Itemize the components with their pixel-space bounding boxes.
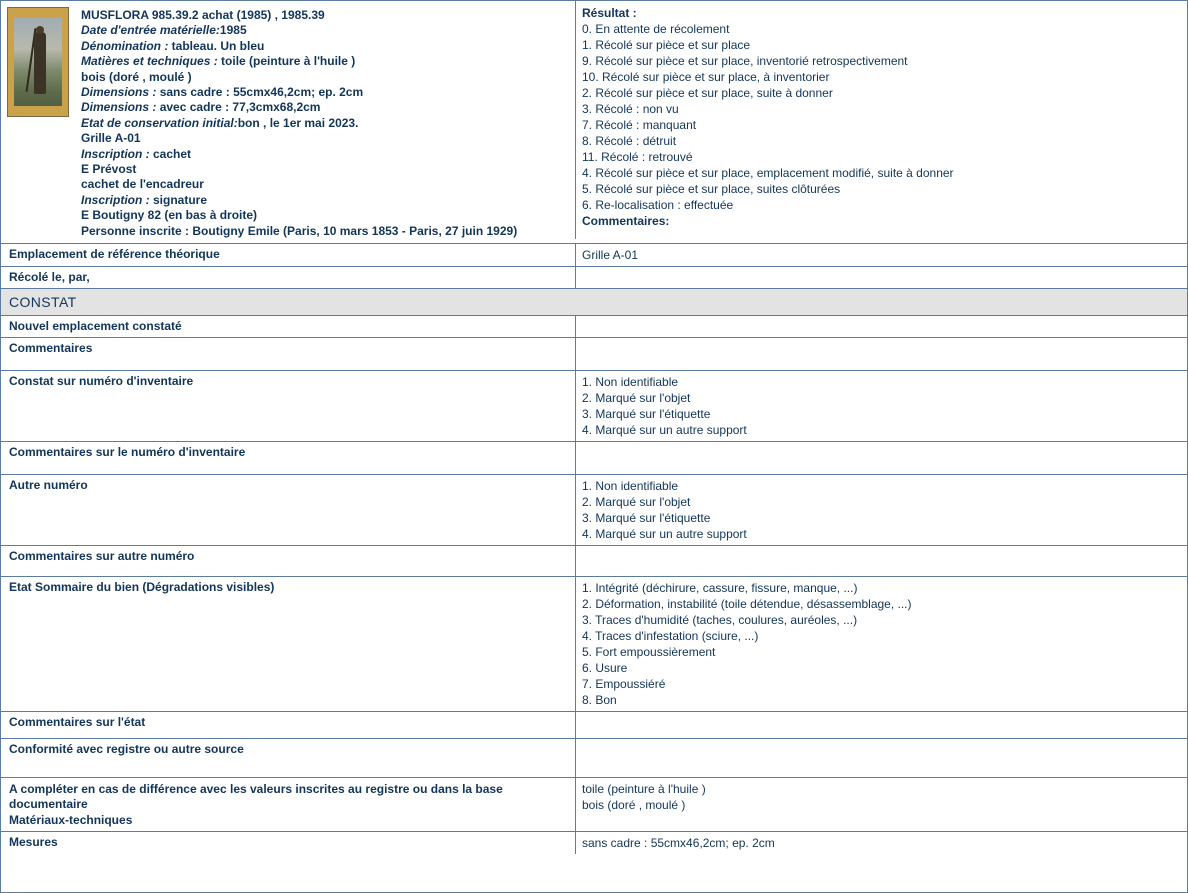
resultat-option[interactable]: 9. Récolé sur pièce et sur place, inventorié retrospectivement	[582, 54, 908, 68]
etat-sommaire-option[interactable]: 8. Bon	[582, 693, 617, 708]
field-value: toile (peinture à l'huile )	[217, 54, 356, 69]
autre-numero-option[interactable]: 2. Marqué sur l'objet	[582, 495, 691, 510]
record-line	[81, 54, 517, 69]
field-value: signature	[149, 192, 208, 207]
mesures-label: Mesures	[9, 835, 58, 850]
field-value: 1985	[219, 23, 247, 38]
commentaires-input[interactable]	[575, 338, 1187, 370]
row-commentaires-autre-numero	[1, 545, 1187, 576]
field-label: Inscription :	[81, 146, 150, 161]
record-line	[81, 116, 517, 131]
recole-le-par-value[interactable]	[575, 267, 1187, 288]
etat-sommaire-options[interactable]	[575, 577, 1187, 711]
row-emplacement-reference	[1, 243, 1187, 266]
commentaires-etat-input[interactable]	[575, 712, 1187, 738]
emplacement-reference-value[interactable]: Grille A-01	[575, 244, 1187, 266]
row-commentaires-numero-inventaire	[1, 441, 1187, 474]
commentaires-label: Commentaires	[9, 341, 93, 356]
materiaux-techniques-label: Matériaux-techniques	[9, 813, 133, 828]
field-value: bois (doré , moulé )	[81, 69, 192, 84]
constat-numero-option[interactable]: 1. Non identifiable	[582, 375, 679, 390]
resultat-option[interactable]: 6. Re-localisation : effectuée	[582, 198, 734, 212]
constat-numero-option[interactable]: 2. Marqué sur l'objet	[582, 391, 691, 406]
field-value: Personne inscrite : Boutigny Emile (Paris, 10 mars 1853 - Paris, 27 juin 1929)	[81, 223, 518, 238]
materiaux-label-block	[1, 778, 575, 831]
etat-sommaire-option[interactable]: 4. Traces d'infestation (sciure, ...)	[582, 629, 759, 644]
field-label: Dénomination :	[81, 38, 169, 53]
etat-sommaire-option[interactable]: 5. Fort empoussièrement	[582, 645, 716, 660]
field-label: Matières et techniques :	[81, 54, 218, 69]
etat-sommaire-option[interactable]: 3. Traces d'humidité (taches, coulures, auréoles, ...)	[582, 613, 858, 628]
field-value: Grille A-01	[81, 131, 141, 146]
materiaux-techniques-values[interactable]	[575, 778, 1187, 831]
field-value: E Boutigny 82 (en bas à droite)	[81, 208, 258, 223]
recole-le-par-label: Récolé le, par,	[9, 270, 90, 285]
field-value: tableau. Un bleu	[168, 38, 265, 53]
row-commentaires	[1, 337, 1187, 370]
record-line	[81, 208, 517, 223]
field-label: Dimensions :	[81, 85, 157, 100]
constat-numero-option[interactable]: 3. Marqué sur l'étiquette	[582, 407, 711, 422]
record-text-block	[81, 7, 517, 239]
record-line	[81, 39, 517, 54]
record-title-id: MUSFLORA 985.39.2	[81, 8, 199, 22]
field-label: Etat de conservation initial:	[81, 115, 238, 130]
commentaires-etat-label: Commentaires sur l'état	[9, 715, 146, 730]
autre-numero-option[interactable]: 3. Marqué sur l'étiquette	[582, 511, 711, 526]
record-summary	[1, 1, 575, 243]
record-line	[81, 162, 517, 177]
etat-sommaire-label: Etat Sommaire du bien (Dégradations visibles)	[9, 580, 275, 595]
record-line	[81, 131, 517, 146]
note-difference: A compléter en cas de différence avec les valeurs inscrites au registre ou dans la base documentaire	[9, 782, 503, 812]
conformite-label: Conformité avec registre ou autre source	[9, 742, 244, 757]
commentaires-numero-inventaire-input[interactable]	[575, 442, 1187, 474]
commentaires-autre-numero-input[interactable]	[575, 546, 1187, 576]
record-line	[81, 177, 517, 192]
autre-numero-options[interactable]	[575, 475, 1187, 545]
resultat-option[interactable]: 3. Récolé : non vu	[582, 102, 679, 116]
resultat-option[interactable]: 7. Récolé : manquant	[582, 118, 697, 132]
conformite-input[interactable]	[575, 739, 1187, 777]
record-line	[81, 224, 517, 239]
etat-sommaire-option[interactable]: 7. Empoussiéré	[582, 677, 666, 692]
autre-numero-option[interactable]: 4. Marqué sur un autre support	[582, 527, 747, 542]
record-header-row	[1, 1, 1187, 243]
constat-numero-option[interactable]: 4. Marqué sur un autre support	[582, 423, 747, 438]
resultat-title: Résultat :	[582, 6, 637, 20]
artwork-thumbnail	[7, 7, 69, 117]
row-constat-numero-inventaire	[1, 370, 1187, 441]
field-label: Dimensions :	[81, 100, 157, 115]
section-header-constat: CONSTAT	[1, 288, 1187, 316]
row-etat-sommaire	[1, 576, 1187, 711]
nouvel-emplacement-label: Nouvel emplacement constaté	[9, 319, 182, 334]
record-line	[81, 100, 517, 115]
record-title-rest: achat (1985) , 1985.39	[201, 8, 325, 22]
record-line	[81, 23, 517, 38]
resultat-option[interactable]: 1. Récolé sur pièce et sur place	[582, 38, 751, 52]
record-line	[81, 85, 517, 100]
field-value: cachet	[149, 146, 192, 161]
etat-sommaire-option[interactable]: 6. Usure	[582, 661, 628, 676]
commentaires-autre-numero-label: Commentaires sur autre numéro	[9, 549, 195, 564]
autre-numero-option[interactable]: 1. Non identifiable	[582, 479, 679, 494]
resultat-options[interactable]	[582, 21, 1187, 213]
constat-numero-inventaire-label: Constat sur numéro d'inventaire	[9, 374, 194, 389]
resultat-option[interactable]: 5. Récolé sur pièce et sur place, suites clôturées	[582, 182, 841, 196]
row-conformite	[1, 738, 1187, 777]
field-value: E Prévost	[81, 162, 137, 177]
record-line	[81, 147, 517, 162]
resultat-option[interactable]: 0. En attente de récolement	[582, 22, 730, 36]
autre-numero-label: Autre numéro	[9, 478, 88, 493]
commentaires-numero-inventaire-label: Commentaires sur le numéro d'inventaire	[9, 445, 246, 460]
record-line	[81, 193, 517, 208]
field-label: Inscription :	[81, 192, 150, 207]
field-value: avec cadre : 77,3cmx68,2cm	[156, 100, 321, 115]
row-autre-numero	[1, 474, 1187, 545]
row-commentaires-etat	[1, 711, 1187, 738]
resultat-option[interactable]: 10. Récolé sur pièce et sur place, à inventorier	[582, 70, 830, 84]
field-label: Date d'entrée matérielle:	[81, 23, 220, 38]
materiaux-value: toile (peinture à l'huile )	[582, 782, 706, 797]
resultat-panel	[575, 1, 1187, 239]
constat-numero-inventaire-options[interactable]	[575, 371, 1187, 441]
resultat-option[interactable]: 11. Récolé : retrouvé	[582, 150, 693, 164]
emplacement-reference-label: Emplacement de référence théorique	[9, 247, 220, 262]
record-title	[81, 8, 517, 23]
row-mesures	[1, 831, 1187, 854]
mesures-value: sans cadre : 55cmx46,2cm; ep. 2cm	[582, 836, 775, 851]
field-value: cachet de l'encadreur	[81, 177, 204, 192]
row-recole-le-par	[1, 266, 1187, 288]
mesures-values[interactable]	[575, 832, 1187, 854]
resultat-option[interactable]: 8. Récolé : détruit	[582, 134, 677, 148]
materiaux-value: bois (doré , moulé )	[582, 798, 686, 813]
resultat-option[interactable]: 4. Récolé sur pièce et sur place, emplacement modifié, suite à donner	[582, 166, 954, 180]
field-value: sans cadre : 55cmx46,2cm; ep. 2cm	[156, 85, 364, 100]
field-value: bon , le 1er mai 2023.	[237, 115, 359, 130]
row-materiaux-techniques	[1, 777, 1187, 831]
nouvel-emplacement-input[interactable]	[575, 316, 1187, 337]
row-nouvel-emplacement	[1, 316, 1187, 337]
resultat-option[interactable]: 2. Récolé sur pièce et sur place, suite à donner	[582, 86, 833, 100]
etat-sommaire-option[interactable]: 1. Intégrité (déchirure, cassure, fissure, manque, ...)	[582, 581, 858, 596]
etat-sommaire-option[interactable]: 2. Déformation, instabilité (toile détendue, désassemblage, ...)	[582, 597, 912, 612]
resultat-commentaires-label: Commentaires:	[582, 214, 670, 228]
record-line	[81, 70, 517, 85]
